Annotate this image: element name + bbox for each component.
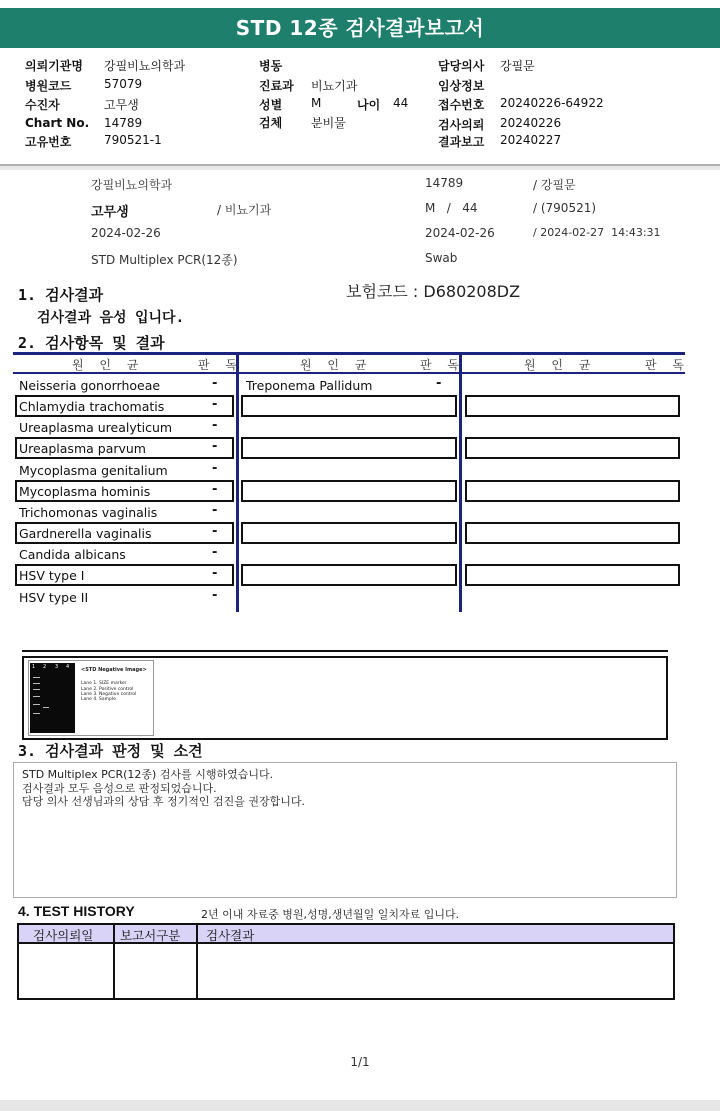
- pathogen-name: Chlamydia trachomatis: [19, 399, 165, 414]
- chart-label: Chart No.: [25, 116, 90, 130]
- sample-date2: 2024-02-26: [425, 226, 495, 240]
- request-value: 20240226: [500, 116, 562, 130]
- pathogen-result: -: [212, 397, 218, 412]
- gel-legend-item: Lane 4. Sample: [81, 697, 116, 702]
- report-value: 20240227: [500, 133, 562, 147]
- col3-pathogen-header: 원 인 균: [524, 358, 597, 372]
- pathogen-result: -: [212, 482, 218, 497]
- pathogen-name: Gardnerella vaginalis: [19, 526, 152, 541]
- sex-value: M: [311, 96, 322, 110]
- row-box: [241, 564, 457, 586]
- overall-result: 검사결과 음성 입니다.: [37, 310, 185, 326]
- receipt-label: 접수번호: [438, 98, 485, 112]
- sample-dept: / 비뇨기과: [217, 203, 272, 217]
- history-col-divider: [113, 923, 115, 1000]
- pathogen-result: -: [436, 376, 442, 391]
- hospital-code-label: 병원코드: [25, 79, 72, 93]
- history-table-header: [17, 923, 675, 944]
- header-divider-shadow: [0, 166, 720, 170]
- row-box: [465, 564, 680, 586]
- gel-legend-item: Lane 1. SIZE marker: [81, 681, 127, 686]
- pathogen-result: -: [212, 524, 218, 539]
- gel-lane-1: 1: [32, 664, 36, 670]
- opinion-line: 담당 의사 선생님과의 상담 후 정기적인 검진을 권장합니다.: [22, 795, 305, 808]
- row-box: [241, 437, 457, 459]
- marker-band: [33, 677, 40, 678]
- results-table-top-border: [13, 352, 685, 355]
- pathogen-result: -: [212, 545, 218, 560]
- marker-band: [33, 689, 40, 690]
- ward-label: 병동: [259, 59, 283, 73]
- row-box: [241, 522, 457, 544]
- row-box: [241, 480, 457, 502]
- row-box: [465, 522, 680, 544]
- receipt-value: 20240226-64922: [500, 96, 604, 110]
- pathogen-name: Mycoplasma genitalium: [19, 463, 168, 478]
- age-label: 나이: [357, 98, 381, 112]
- page-number: 1/1: [350, 1055, 370, 1069]
- pathogen-result: -: [212, 588, 218, 603]
- patient-value: 고무생: [104, 98, 139, 112]
- row-box: [465, 395, 680, 417]
- sample-clinic: 강필비뇨의학과: [91, 178, 173, 192]
- chart-value: 14789: [104, 116, 143, 130]
- report-title: STD 12종 검사결과보고서: [0, 8, 720, 48]
- section1-title: 1. 검사결과: [18, 286, 104, 304]
- sample-report-time: / 2024-02-27 14:43:31: [533, 226, 661, 239]
- history-header-request-date: 검사의뢰일: [33, 928, 94, 943]
- marker-band: [33, 683, 40, 684]
- doctor-label: 담당의사: [438, 59, 485, 73]
- pathogen-result: -: [212, 461, 218, 476]
- gel-lane-3: 3: [55, 664, 59, 670]
- age-value: 44: [393, 96, 409, 110]
- request-label: 검사의뢰: [438, 118, 485, 132]
- specimen-value: 분비물: [311, 116, 346, 130]
- marker-band: [33, 696, 40, 697]
- col2-pathogen-header: 원 인 균: [300, 358, 373, 372]
- footer-bar: [0, 1100, 720, 1111]
- report-label: 결과보고: [438, 135, 485, 149]
- row-box: [465, 480, 680, 502]
- pathogen-name: Ureaplasma urealyticum: [19, 420, 173, 435]
- pathogen-name: Neisseria gonorrhoeae: [19, 378, 161, 393]
- marker-band: [33, 713, 40, 714]
- history-col-divider: [196, 923, 198, 1000]
- pathogen-name: HSV type II: [19, 590, 89, 605]
- sample-birth: / (790521): [533, 201, 597, 215]
- dept-value: 비뇨기과: [311, 79, 358, 93]
- results-col-divider-1: [236, 352, 239, 612]
- clinical-label: 임상정보: [438, 79, 485, 93]
- pathogen-name: Treponema Pallidum: [246, 378, 373, 393]
- specimen-label: 검체: [259, 116, 283, 130]
- results-col-divider-2: [459, 352, 462, 612]
- uid-value: 790521-1: [104, 133, 162, 147]
- uid-label: 고유번호: [25, 135, 72, 149]
- col1-pathogen-header: 원 인 균: [72, 358, 145, 372]
- opinion-line: STD Multiplex PCR(12종) 검사를 시행하였습니다.: [22, 768, 274, 781]
- opinion-line: 검사결과 모두 음성으로 판정되었습니다.: [22, 781, 217, 795]
- gel-electrophoresis-image: [30, 663, 75, 733]
- sample-sex-age: M / 44: [425, 201, 478, 215]
- sample-chart: 14789: [425, 176, 464, 190]
- row-box: [465, 437, 680, 459]
- hospital-code-value: 57079: [104, 77, 143, 91]
- pathogen-result: -: [212, 376, 218, 391]
- section3-title: 3. 검사결과 판정 및 소견: [18, 742, 203, 760]
- gel-lane-2: 2: [43, 664, 47, 670]
- control-band: [43, 707, 49, 708]
- sample-date1: 2024-02-26: [91, 226, 161, 240]
- history-header-result: 검사결과: [206, 928, 255, 943]
- doctor-value: 강필문: [500, 59, 535, 73]
- insurance-code: 보험코드 : D680208DZ: [346, 282, 521, 301]
- col3-judgement-header: 판 독: [645, 358, 690, 372]
- pathogen-result: -: [212, 418, 218, 433]
- pathogen-name: Trichomonas vaginalis: [19, 505, 158, 520]
- pathogen-name: Mycoplasma hominis: [19, 484, 151, 499]
- pathogen-name: Candida albicans: [19, 547, 126, 562]
- opinion-box: [13, 762, 677, 898]
- pathogen-result: -: [212, 439, 218, 454]
- gel-divider: [22, 650, 668, 652]
- patient-label: 수진자: [25, 98, 60, 112]
- history-note: 2년 이내 자료중 병원,성명,생년월일 일치자료 입니다.: [201, 908, 460, 921]
- gel-lane-4: 4: [66, 664, 70, 670]
- pathogen-result: -: [212, 566, 218, 581]
- gel-legend-item: Lane 3. Negative control: [81, 692, 137, 697]
- pathogen-result: -: [212, 503, 218, 518]
- gel-title: <STD Negative Image>: [81, 667, 147, 673]
- row-box: [241, 395, 457, 417]
- institution-value: 강필비뇨의학과: [104, 59, 186, 73]
- sample-test-name: STD Multiplex PCR(12종): [91, 253, 238, 267]
- history-header-report-type: 보고서구분: [120, 928, 181, 943]
- sample-doctor: / 강필문: [533, 178, 576, 192]
- pathogen-name: Ureaplasma parvum: [19, 441, 146, 456]
- sex-label: 성별: [259, 98, 283, 112]
- col2-judgement-header: 판 독: [420, 358, 465, 372]
- col1-judgement-header: 판 독: [198, 358, 243, 372]
- pathogen-name: HSV type I: [19, 568, 85, 583]
- section2-title: 2. 검사항목 및 결과: [18, 334, 165, 352]
- dept-label: 진료과: [259, 79, 294, 93]
- section4-title: 4. TEST HISTORY: [18, 903, 135, 919]
- gel-legend-item: Lane 2. Positive control: [81, 687, 134, 692]
- sample-specimen: Swab: [425, 251, 458, 265]
- institution-label: 의뢰기관명: [25, 59, 83, 73]
- sample-name: 고무생: [91, 205, 129, 220]
- marker-band: [33, 704, 40, 705]
